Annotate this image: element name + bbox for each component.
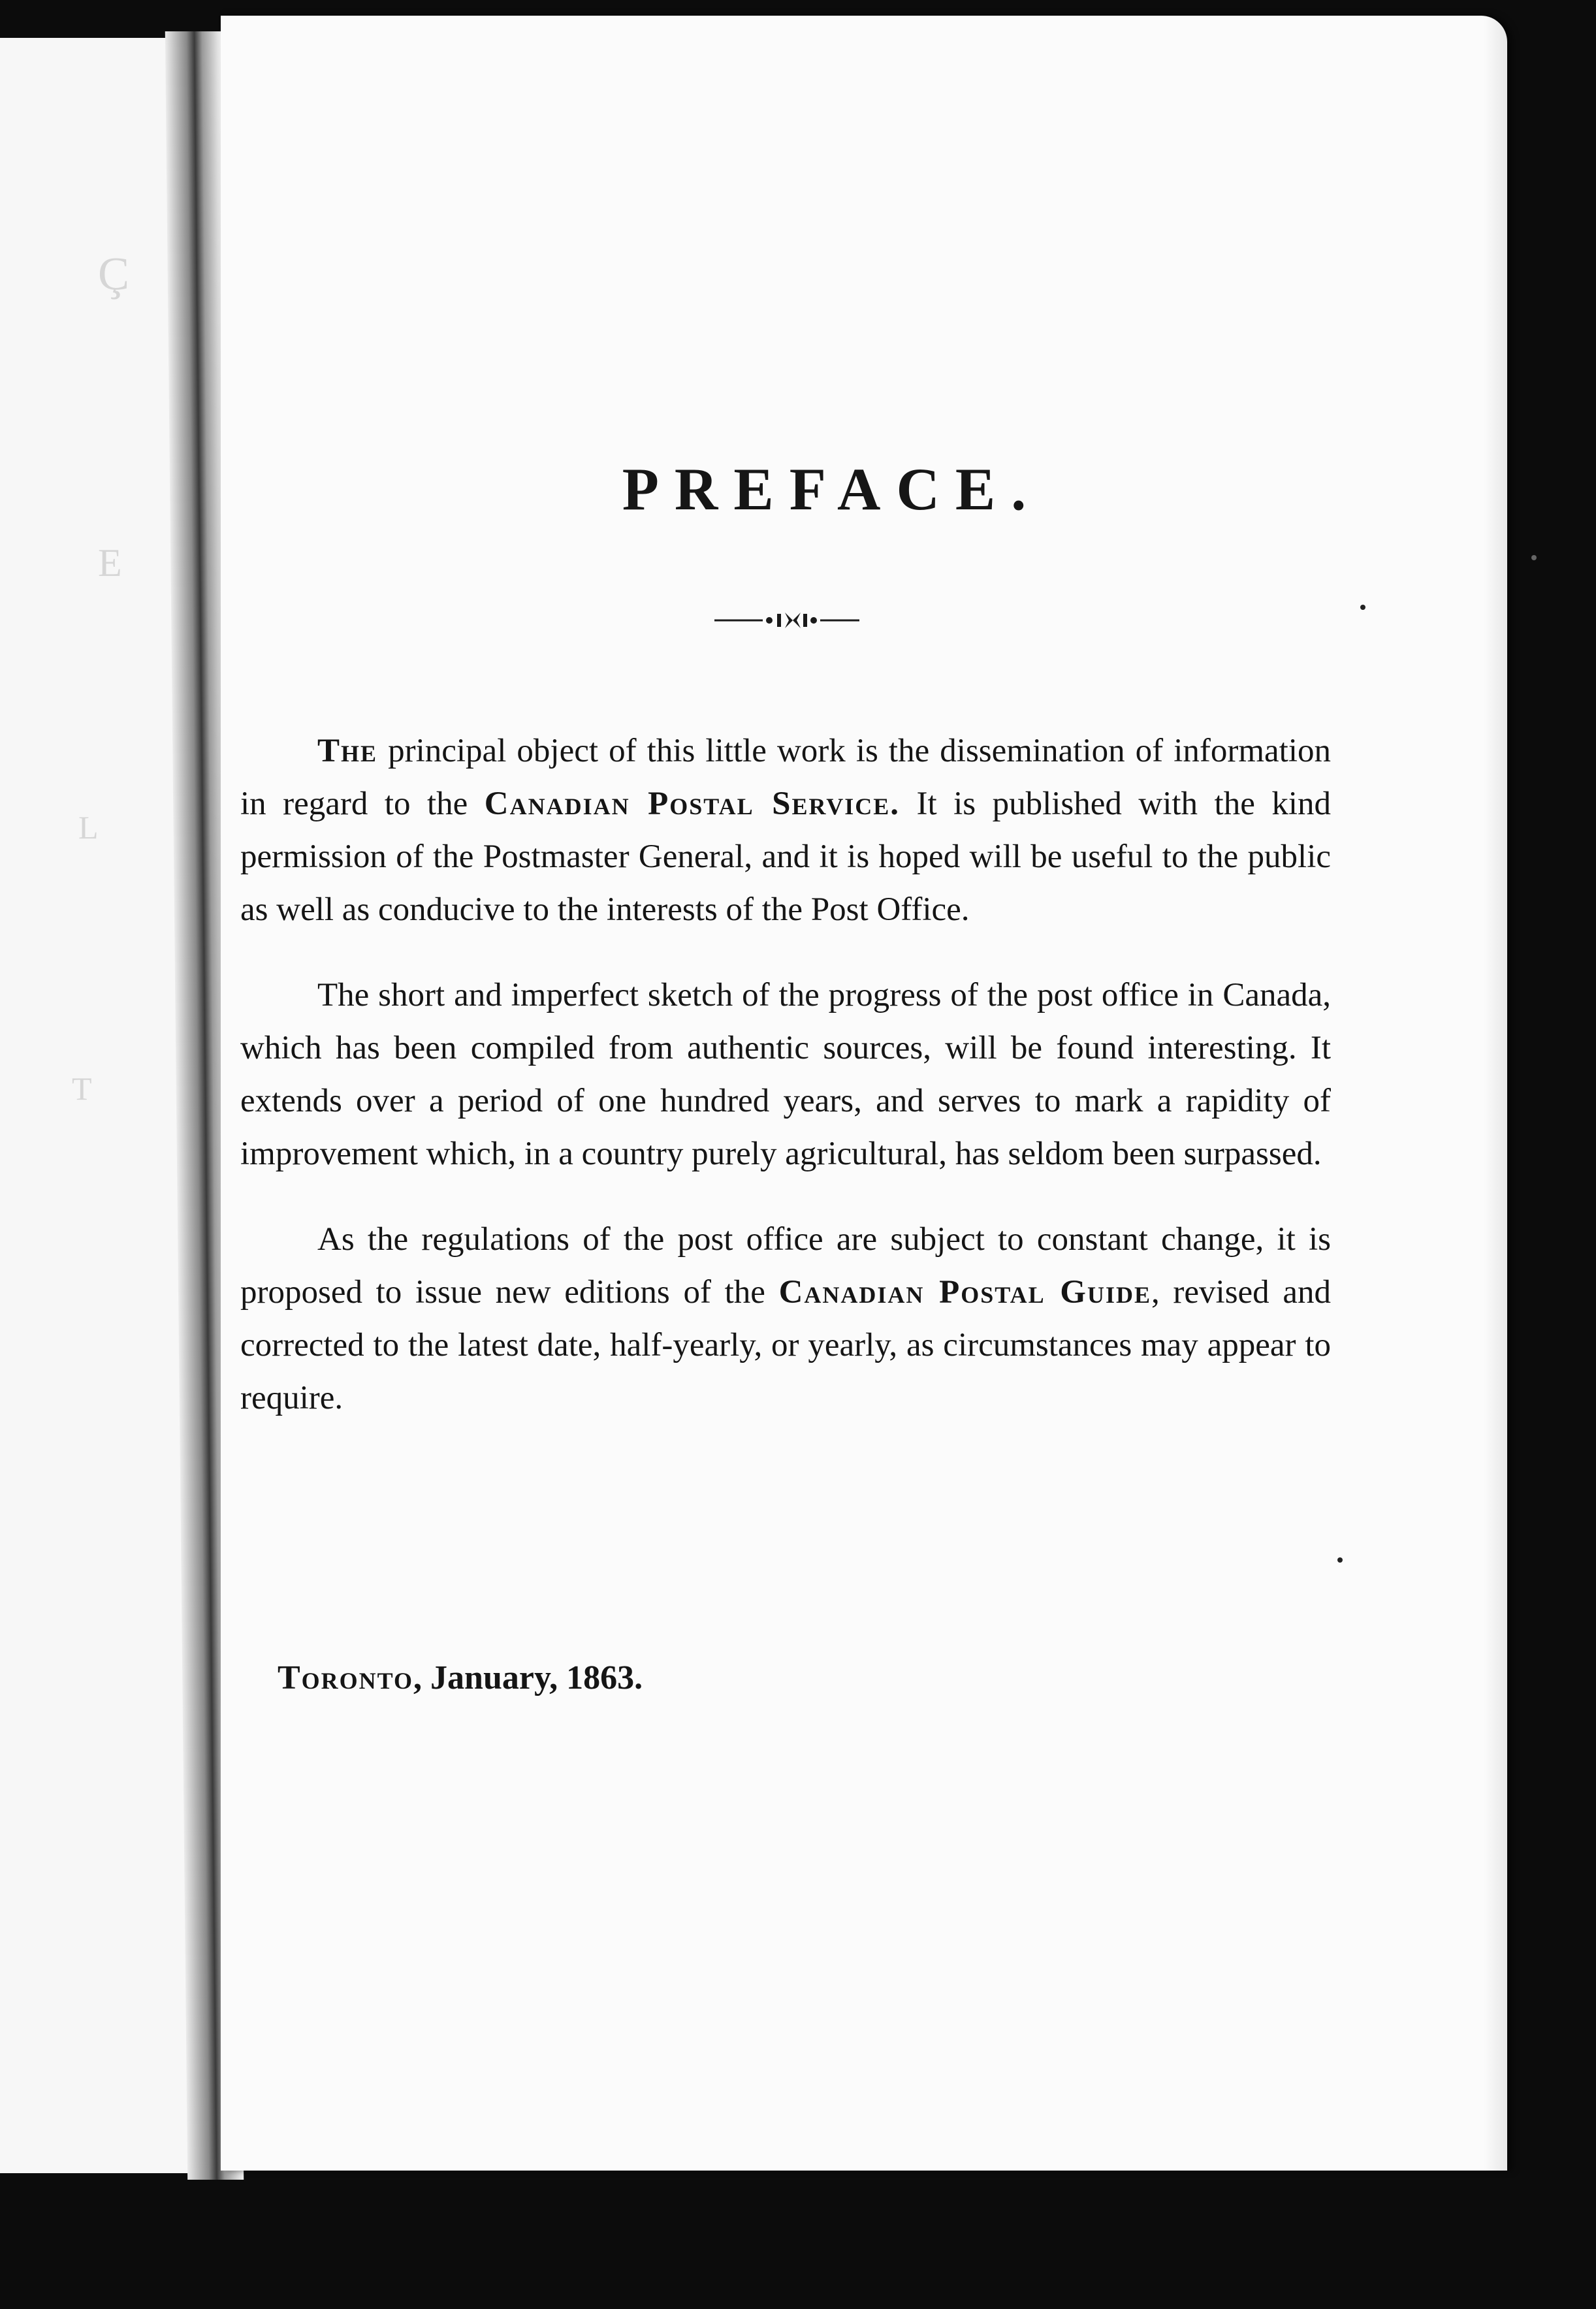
small-caps-text: The — [317, 733, 378, 769]
text-run: As the regulations of the post office are subject to constant change, it is proposed to issue new editions of the — [240, 1221, 1331, 1311]
bleed-through-mark: Ç — [98, 247, 133, 300]
bleed-through-mark: L — [78, 809, 101, 846]
page-title: PREFACE. — [622, 456, 1042, 522]
date-text: , January, 1863. — [413, 1659, 643, 1696]
bleed-through-mark: T — [72, 1070, 95, 1107]
text-run: principal object of this little work is the dissemination of information in regard to the — [240, 733, 1331, 822]
speck — [1360, 605, 1365, 610]
small-caps-text: Canadian Postal Guide — [778, 1274, 1151, 1311]
speck — [1531, 555, 1537, 560]
speck — [1337, 1557, 1343, 1563]
bleed-through-mark: E — [98, 541, 125, 584]
text-run: It is published with the kind permission of the Postmaster General, and it is hoped will be useful to the public as well as conducive to the interests of the Post Office. — [240, 786, 1331, 928]
text-run: The short and imperfect sketch of the progress of the post office in Canada, which has been compiled from authentic sources, will be found interesting. It extends over a period of one hundred years, and serves to mark a rapidity of improvement which, in a country purely agricultural, has seldom been surpassed. — [240, 977, 1331, 1172]
page-edge-shadow — [1484, 16, 1507, 2171]
place-name: Toronto — [278, 1659, 414, 1696]
text-run: , revised and corrected to the latest date, half-yearly, or yearly, as circumstances may appear to require. — [240, 1274, 1331, 1416]
small-caps-text: Canadian Postal Service. — [484, 786, 900, 822]
paragraph — [240, 969, 1331, 1181]
paragraph — [240, 725, 1331, 936]
place-and-date — [278, 1659, 643, 1697]
ornamental-rule — [712, 607, 862, 633]
paragraph — [240, 1213, 1331, 1425]
preface-body — [240, 725, 1331, 1457]
